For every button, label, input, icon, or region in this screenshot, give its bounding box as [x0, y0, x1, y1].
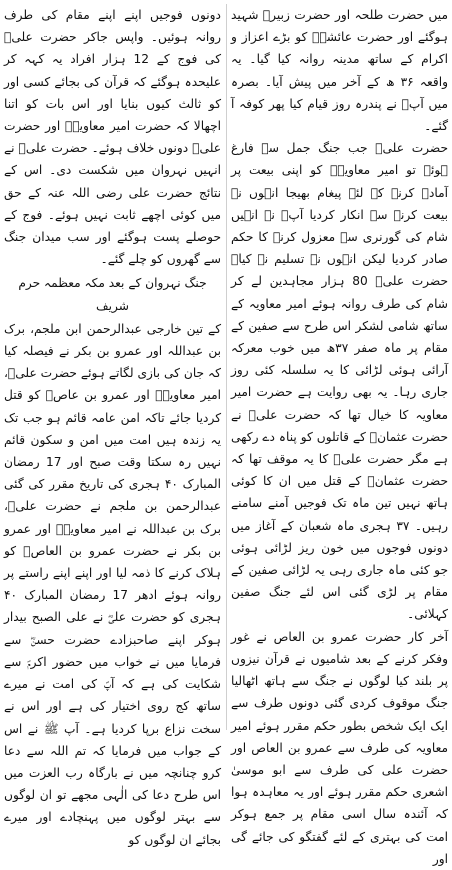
right-column [231, 4, 449, 866]
right-paragraph-2: حضرت علیؓ جب جنگ جمل سے فارغ ہوئے تو امیر معاویہؓ کو اپنی بیعت پر آمادہ کرنے کے لئے پیغام بھیجا انہوں نے بیعت کرنے سے انکار کردیا آپؓ نے انہیں شام کی گورنری سے معزول کرنے کا حکم صادر کردیا لیکن انہوں نے تسلیم نہ کیا۔ حضرت علیؓ 80 ہزار مجاہدین لے کر شام کی طرف روانہ ہوئے امیر معاویہ کے ساتھ شامی لشکر اس طرح سے صفین کے مقام پر ماہ صفر ۳۷ھ میں خوب معرکہ آرائی ہوئی لڑائی کا یہ سلسلہ کئی روز جاری رہا۔ یہ بھی روایت ہے حضرت امیر معاویہ کا خیال تھا کہ حضرت علیؓ نے حضرت عثمانؓ کے قاتلوں کو پناہ دے رکھی ہے مگر حضرت علیؓ کا یہ موقف تھا کہ حضرت عثمانؓ کے قتل میں ان کا کوئی ہاتھ نہیں تین ماہ تک فوجیں آمنے سامنے رہیں۔ ۳۷ ہجری ماہ شعبان کے آغاز میں دونوں فوجوں میں خون ریز لڑائی ہوئی جو کئی ماہ جاری رہی یہ لڑائی صفین کے مقام پر لڑی گئی اس لئے جنگ صفین کہلائی۔ [231, 141, 449, 622]
left-paragraph-1: دونوں فوجیں اپنے اپنے مقام کی طرف روانہ ہوئیں۔ واپس جاکر حضرت علیؓ کی فوج کے 12 ہزار افراد یہ کہہ کر علیحدہ ہوگئے کہ قرآن کی بجائے کسی اور کو ثالث کیوں بنایا اور اس بات کو اتنا اچھالا کہ حضرت امیر معاویہؓ اور حضرت علیؓ دونوں خلاف ہوئے۔ حضرت علیؓ نے انہیں نہروان میں شکست دی۔ اس کے نتائج حضرت علی رضی اللہ عنہ کے حق میں کوئی اچھے ثابت نہیں ہوئے۔ فوج کے حوصلے پست ہوگئے اور سب میدان جنگ سے گھروں کو چلے گئے۔ [4, 8, 222, 267]
left-column [4, 4, 222, 847]
right-paragraph-3: آخر کار حضرت عمرو بن العاص نے غور وفکر کرنے کے بعد شامیوں نے قرآن نیزوں پر بلند کیا لوگوں نے جنگ سے ہاتھ اٹھالیا جنگ موقوف کردی گئی دونوں طرف سے ایک ایک شخص بطور حکم مقرر ہوئے امیر معاویہ کی طرف سے عمرو بن العاص اور حضرت علی کی طرف سے ابو موسیٰ اشعری حکم مقرر ہوئے اور یہ معاہدہ ہوا کہ آئندہ سال اسی مقام پر جمع ہوکر امت کی بہتری کے لئے گفتگو کی جائے گی اور [231, 629, 448, 866]
section-subheading: جنگ نہروان کے بعد مکہ معظمہ حرم شریف [18, 276, 207, 313]
column-divider [226, 4, 227, 730]
left-paragraph-2: کے تین خارجی عبدالرحمن ابن ملجم، برک بن عبداللہ اور عمرو بن بکر نے فیصلہ کیا کہ جان کی بازی لگاتے ہوئے حضرت علیؓ، امیر معاویہؓ اور عمرو بن عاصؓ کو قتل کردیا جائے تاکہ امن عامہ قائم ہو جب تک یہ زندہ ہیں امت میں امن و سکون قائم نہیں رہ سکتا وقت صبح اور 17 رمضان المبارک ۴۰ ہجری کی تاریخ مقرر کی گئی عبدالرحمن بن ملجم نے حضرت علیؓ، برک بن عبداللہ نے امیر معاویہؓ اور عمرو بن بکر نے حضرت عمرو بن العاصؓ کو ہلاک کرنے کا ذمہ لیا اور اپنے اپنے راستے پر روانہ ہوئے ادھر 17 رمضان المبارک ۴۰ ہجری کو حضرت علیؓ نے علی الصبح بیدار ہوکر اپنے صاحبزادے حضرت حسنؓ سے فرمایا میں نے خواب میں حضور اکرمؐ سے شکایت کی ہے کہ آپؐ کی امت نے میرے ساتھ کج روی اختیار کی ہے اور اس نے سخت نزاع برپا کردیا ہے۔ آپ ﷺ نے اس کے جواب میں فرمایا کہ تم اللہ سے دعا کرو چنانچہ میں نے بارگاہ رب العزت میں اس طرح دعا کی الٰہی مجھے تو ان لوگوں سے بہتر لوگوں میں پہنچادے اور میرے بجائے ان لوگوں کو [4, 321, 221, 847]
right-paragraph-1: میں حضرت طلحہ اور حضرت زبیرؓ شہید ہوگئے اور حضرت عائشہؓ کو بڑے اعزاز و اکرام کے ساتھ مدینہ روانہ کیا گیا۔ یہ واقعہ ۳۶ ھ کے آخر میں پیش آیا۔ بصرہ میں آپؓ نے پندرہ روز قیام کیا پھر کوفہ آ گئے۔ [231, 8, 448, 134]
